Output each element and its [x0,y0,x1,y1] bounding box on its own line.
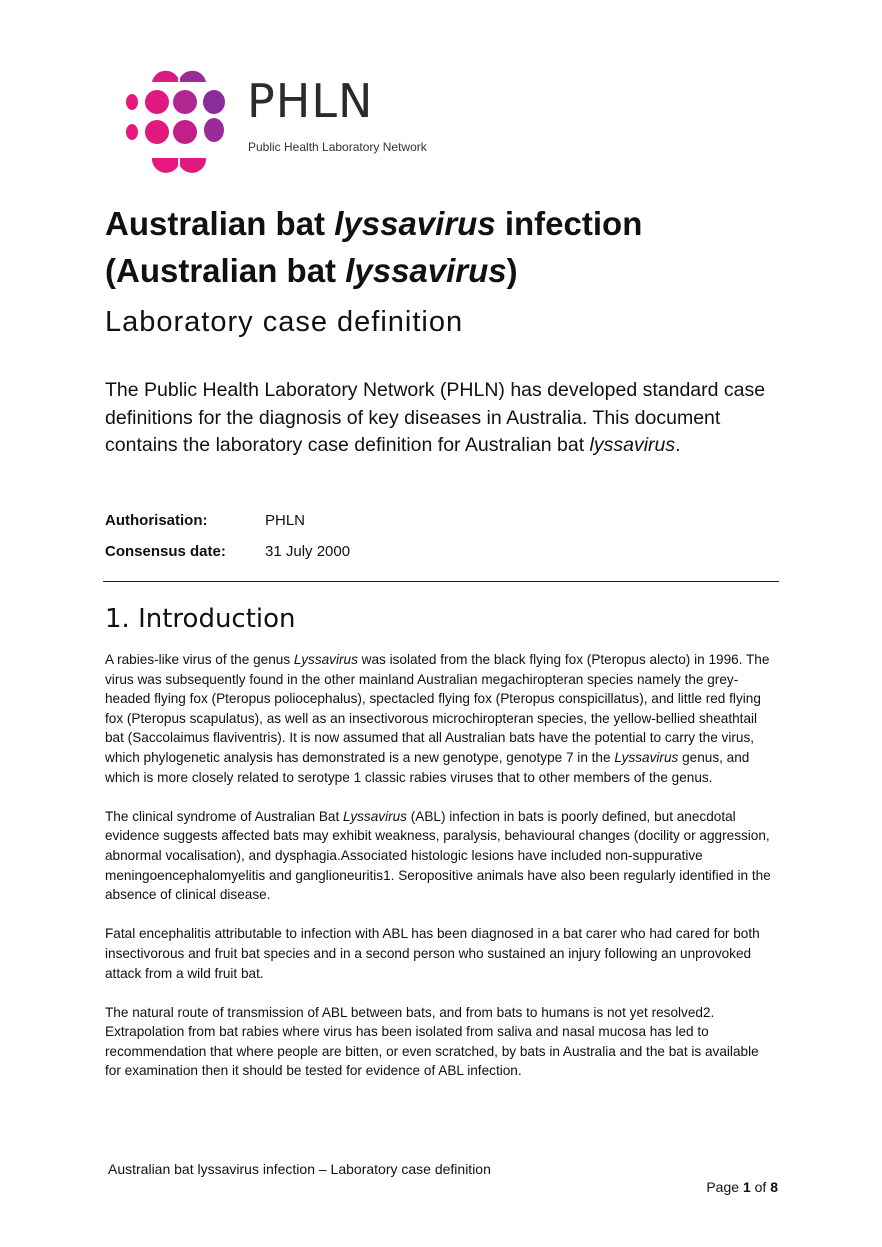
meta-value: PHLN [265,512,306,529]
p2-text-a: The clinical syndrome of Australian Bat [105,808,344,824]
page-label: Page [706,1179,743,1195]
document-title [105,200,805,294]
logo-wordmark: PHLN [247,74,374,128]
title-line1-italic: lyssavirus [334,205,496,242]
p2-text-b: (ABL) infection in bats is poorly defined, but anecdotal evidence suggests affected bats may exhibit weakness, paralysis, behavioural changes (docility or aggression, abnormal vocalisation), and dysphagia.Associated histologic lesions have included non-suppurative meningoencephalomyelitis and ganglioneuritis1. Seropositive animals have also been regularly identified in the absence of clinical disease. [105,808,771,903]
paragraph-4: The natural route of transmission of ABL between bats, and from bats to humans is not yet resolved2. Extrapolation from bat rabies where virus has been isolated from saliva and nasal mucosa has led to recommendation that where people are bitten, or even scratched, by bats in Australia and the bat is available for examination then it should be tested for evidence of ABL infection. [105,1004,759,1079]
document-subtitle: Laboratory case definition [105,306,464,338]
p1-text-b: was isolated from the black flying fox (Pteropus alecto) in 1996. The virus was subsequently found in the other mainland Australian megachiropteran species namely the grey-headed flying fox (Pteropus poliocephalus), spectacled flying fox (Pteropus conspicillatus), and little red flying fox (Pteropus scapulatus), as well as an insectivorous microchiropteran species, the yellow-bellied sheathtail bat (Saccolaimus flaviventris). It is now assumed that all Australian bats have the potential to carry the virus, which phylogenetic analysis has demonstrated is a new genotype, genotype 7 in the [105,652,770,765]
lead-italic: lyssavirus [589,434,676,456]
paragraph-3: Fatal encephalitis attributable to infection with ABL has been diagnosed in a bat carer who had cared for both insectivorous and fruit bat species and in a second person who sustained an injury following an unprovoked attack from a wild fruit bat. [105,926,760,981]
paragraph-2 [105,807,777,905]
title-line2-text: (Australian bat [105,252,346,289]
meta-row-consensus-date [105,536,350,567]
introduction-body [105,650,777,1101]
p2-italic: Lyssavirus [343,808,407,824]
title-line2-end: ) [506,252,518,289]
p1-italic-2: Lyssavirus [614,749,679,765]
meta-key: Authorisation: [105,512,208,529]
meta-value: 31 July 2000 [265,543,351,560]
page-of: of [750,1179,771,1195]
paragraph-1 [105,650,777,787]
page-total: 8 [770,1179,778,1195]
document-metadata [105,505,350,567]
lead-paragraph [105,377,785,460]
footer-page-number [706,1179,778,1195]
phln-logo [124,68,444,176]
meta-row-authorisation [105,505,350,536]
footer-document-title: Australian bat lyssavirus infection – Laboratory case definition [108,1161,491,1177]
title-line1-text: Australian bat [105,205,335,242]
meta-key: Consensus date: [105,543,226,560]
phln-dot-mark-icon [124,68,232,176]
divider [103,581,779,582]
title-line2-italic: lyssavirus [345,252,507,289]
p1-text-c: genus, and which is more closely related to serotype 1 classic rabies viruses that to other members of the genus. [105,749,750,785]
section-heading-introduction: 1. Introduction [105,604,296,634]
p1-text-a: A rabies-like virus of the genus [105,652,294,667]
lead-text: The Public Health Laboratory Network (PHLN) has developed standard case definitions for the diagnosis of key diseases in Australia. This document contains the laboratory case definition for Australian bat [105,379,766,456]
p1-italic-1: Lyssavirus [293,652,358,667]
logo-tagline: Public Health Laboratory Network [248,140,427,154]
title-line1-end: infection [495,205,643,242]
page-current: 1 [742,1179,751,1195]
lead-end: . [675,434,681,456]
